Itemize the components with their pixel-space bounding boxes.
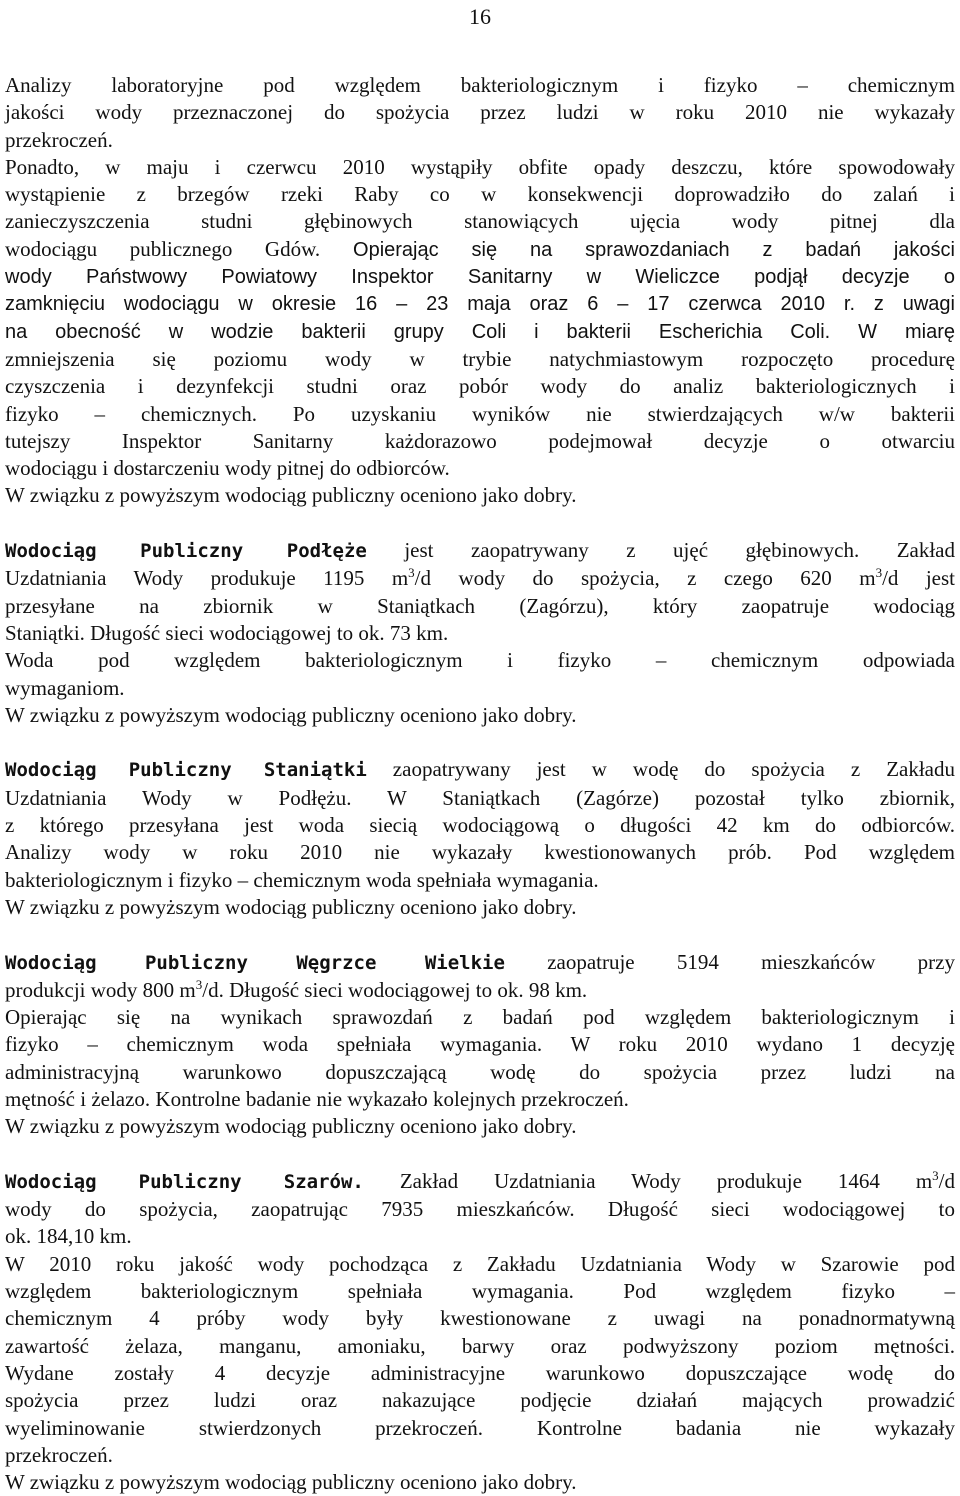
text-span: /d — [938, 1168, 956, 1193]
text-line: wody Państwowy Powiatowy Inspektor Sanitarny w Wieliczce podjął decyzje o — [5, 266, 955, 289]
text-line: wyeliminowanie stwierdzonych przekroczeń. Kontrolne badania nie wykazały — [5, 1415, 955, 1440]
document-body — [5, 72, 955, 1496]
section-heading: Wodociąg Publiczny Podłęże — [5, 540, 367, 563]
text-line: wymaganiom. — [5, 675, 125, 700]
text-line: mętność i żelazo. Kontrolne badanie nie wykazało kolejnych przekroczeń. — [5, 1086, 629, 1111]
conclusion-line: W związku z powyższym wodociąg publiczny oceniono jako dobry. — [5, 894, 577, 919]
text-line — [5, 1168, 955, 1196]
text-line: Uzdatniania Wody w Podłężu. W Staniątkach (Zagórze) pozostał tylko zbiornik, — [5, 785, 955, 810]
text-line: Ponadto, w maju i czerwcu 2010 wystąpiły obfite opady deszczu, które spowodowały — [5, 154, 955, 179]
text-line: przesyłane na zbiornik w Staniątkach (Zagórzu), który zaopatruje wodociąg — [5, 593, 955, 618]
text-line: z którego przesyłana jest woda siecią wodociągową o długości 42 km do odbiorców. — [5, 813, 955, 838]
text-line: wody do spożycia, zaopatrując 7935 mieszkańców. Długość sieci wodociągowej to — [5, 1197, 955, 1222]
text-span: zaopatruje 5194 mieszkańców przy — [504, 949, 955, 974]
text-line: jakości wody przeznaczonej do spożycia przez ludzi w roku 2010 nie wykazały — [5, 100, 955, 125]
text-span: /d jest — [882, 566, 955, 591]
text-line: zawartość żelaza, manganu, amoniaku, barwy oraz podwyższony poziom mętności. — [5, 1333, 955, 1358]
text-line: Staniątki. Długość sieci wodociągowej to ok. 73 km. — [5, 620, 449, 645]
text-line: chemicznym 4 próby wody były kwestionowane z uwagi na ponadnormatywną — [5, 1306, 955, 1331]
conclusion-line: W związku z powyższym wodociąg publiczny oceniono jako dobry. — [5, 702, 577, 727]
text-line: na obecność w wodzie bakterii grupy Coli i bakterii Escherichia Coli. W miarę — [5, 320, 955, 343]
text-line: wodociągu i dostarczeniu wody pitnej do odbiorców. — [5, 456, 450, 481]
text-span: Zakład Uzdatniania Wody produkuje 1464 m — [363, 1168, 933, 1193]
text-span: produkcji wody 800 m — [5, 977, 196, 1002]
text-line: spożycia przez ludzi oraz nakazujące podjęcie działań mających prowadzić — [5, 1388, 955, 1413]
text-line — [5, 565, 955, 592]
text-line — [5, 756, 955, 784]
text-line: fizyko – chemicznych. Po uzyskaniu wyników nie stwierdzających w/w bakterii — [5, 401, 955, 426]
text-line: przekroczeń. — [5, 1442, 113, 1467]
superscript: 3 — [875, 565, 883, 581]
text-line: W 2010 roku jakość wody pochodząca z Zakładu Uzdatniania Wody w Szarowie pod — [5, 1251, 955, 1276]
text-line: Opierając się na wynikach sprawozdań z badań pod względem bakteriologicznym i — [5, 1005, 955, 1030]
superscript: 3 — [932, 1167, 939, 1183]
text-line — [5, 949, 955, 977]
text-span: Opierając się na sprawozdaniach z badań jakości — [320, 238, 955, 261]
text-span: wodociągu publicznego Gdów. — [5, 236, 321, 261]
text-line: fizyko – chemicznym woda spełniała wymagania. W roku 2010 wydano 1 decyzję — [5, 1032, 955, 1057]
paragraph-gap — [5, 921, 955, 948]
conclusion-line: W związku z powyższym wodociąg publiczny oceniono jako dobry. — [5, 1114, 577, 1139]
section-heading: Wodociąg Publiczny Węgrzce Wielkie — [5, 951, 505, 974]
text-line — [5, 537, 955, 565]
paragraph-gap — [5, 729, 955, 756]
text-line: administracyjną warunkowo dopuszczającą wodę do spożycia przez ludzi na — [5, 1059, 955, 1084]
text-line — [5, 236, 955, 264]
text-line: ok. 184,10 km. — [5, 1224, 132, 1249]
text-line: bakteriologicznym i fizyko – chemicznym woda spełniała wymagania. — [5, 867, 599, 892]
text-line: wystąpienie z brzegów rzeki Raby co w konsekwencji doprowadziło do zalań i — [5, 182, 955, 207]
text-span: zaopatrywany jest w wodę do spożycia z Zakładu — [366, 757, 955, 782]
text-line: przekroczeń. — [5, 127, 113, 152]
text-line: tutejszy Inspektor Sanitarny każdorazowo podejmował decyzje o otwarciu — [5, 428, 955, 453]
text-span: /d. Długość sieci wodociągowej to ok. 98 km. — [202, 977, 588, 1002]
text-line: Wydane zostały 4 decyzje administracyjne warunkowo dopuszczające wodę do — [5, 1360, 955, 1385]
paragraph-gap — [5, 510, 955, 537]
text-line: Woda pod względem bakteriologicznym i fizyko – chemicznym odpowiada — [5, 648, 955, 673]
text-line — [5, 977, 955, 1004]
superscript: 3 — [195, 976, 203, 992]
text-line: zanieczyszczenia studni głębinowych stanowiących ujęcia wody pitnej dla — [5, 209, 955, 234]
section-heading: Wodociąg Publiczny Staniątki — [5, 759, 367, 782]
text-span: jest zaopatrywany z ujęć głębinowych. Zakład — [366, 538, 955, 563]
text-line: Analizy wody w roku 2010 nie wykazały kwestionowanych prób. Pod względem — [5, 840, 955, 865]
text-line: zmniejszenia się poziomu wody w trybie natychmiastowym rozpoczęto procedurę — [5, 346, 955, 371]
text-line: czyszczenia i dezynfekcji studni oraz pobór wody do analiz bakteriologicznych i — [5, 374, 955, 399]
superscript: 3 — [408, 565, 415, 581]
conclusion-line: W związku z powyższym wodociąg publiczny oceniono jako dobry. — [5, 1470, 577, 1495]
text-span: /d wody do spożycia, z czego 620 m — [414, 566, 876, 591]
text-line: zamknięciu wodociągu w okresie 16 – 23 maja oraz 6 – 17 czerwca 2010 r. z uwagi — [5, 293, 955, 316]
conclusion-line: W związku z powyższym wodociąg publiczny oceniono jako dobry. — [5, 483, 577, 508]
page-number: 16 — [469, 4, 491, 29]
section-heading: Wodociąg Publiczny Szarów. — [5, 1170, 364, 1193]
paragraph-gap — [5, 1141, 955, 1168]
text-line: względem bakteriologicznym spełniała wymagania. Pod względem fizyko – — [5, 1279, 955, 1304]
text-line: Analizy laboratoryjne pod względem bakteriologicznym i fizyko – chemicznym — [5, 73, 955, 97]
text-span: Uzdatniania Wody produkuje 1195 m — [5, 566, 409, 591]
